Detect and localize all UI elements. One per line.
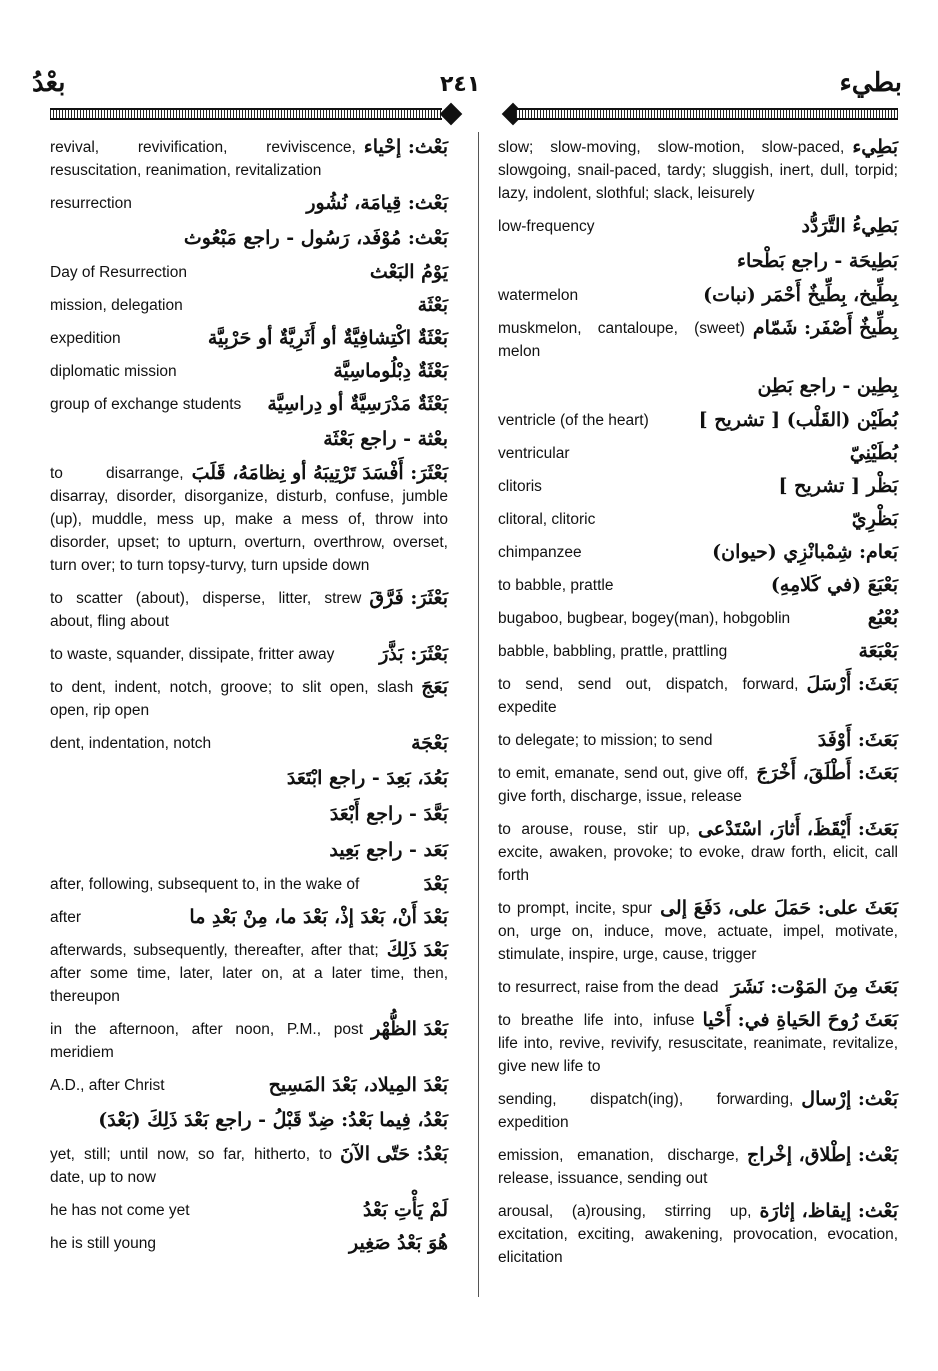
arabic-headword: يَوْمُ البَعْث [369,261,448,283]
arabic-cross-reference: بَعَّدَ - راجع أَبْعَدَ [329,803,448,825]
dictionary-entry [50,1074,448,1097]
page-number: ٢٤١ [440,72,481,97]
english-definition: to dent, indent, notch, groove; to slit open, slash open, rip open [50,679,414,719]
arabic-headword: بَعَثَ: أَطْلَقَ، أَخْرَجَ [756,762,898,784]
arabic-headword: بَعْثَرَ: أَفْسَدَ تَرْتِيبَهُ أو نِظامَهُ، قَلَبَ [191,462,448,484]
english-definition: clitoris [498,478,542,495]
english-definition: to waste, squander, dissipate, fritter away [50,646,335,663]
arabic-headword: بِطِّيخٌ أَصْفَر: شَمّام [752,317,898,339]
arabic-cross-reference: بَعَد - راجع بَعِيد [329,839,448,861]
arabic-cross-reference: بَعْدُ، فِيما بَعْدُ: ضِدّ قَبْلُ - راجع بَعْدَ ذَلِكَ (بَعْدَ) [98,1109,448,1131]
english-definition: ventricular [498,445,570,462]
dictionary-entry [498,640,898,663]
arabic-cross-reference: بَطِيحَة - راجع بَطْحاء [737,250,898,272]
dictionary-entry [50,192,448,215]
arabic-headword: بَعْثَةٌ دِبْلُوماسِيَّة [333,360,448,382]
dictionary-entry [498,729,898,752]
english-definition: chimpanzee [498,544,582,561]
dictionary-entry [498,1200,898,1269]
arabic-cross-reference: بَعْث: مُوْفَد، رَسُول - راجع مَبْعُوث [183,227,448,249]
arabic-headword: بَعَثَ: أَرْسَلَ [806,673,898,695]
english-definition: yet, still; until now, so far, hitherto, to date, up to now [50,1146,332,1186]
arabic-headword: بُطَيْن (القَلْب) [ تشريح ] [698,409,898,431]
arabic-headword: بَعَثَ: أَيْقَظَ، أَثارَ، اسْتَدْعى [697,818,898,840]
dictionary-entry [50,393,448,416]
english-definition: watermelon [498,287,579,304]
english-definition: to emit, emanate, send out, give off, give forth, discharge, issue, release [498,765,749,805]
dictionary-entry [498,475,898,498]
arabic-headword: بَعْث: إرْسال [801,1088,898,1110]
dictionary-entry [50,360,448,383]
english-definition: mission, delegation [50,297,183,314]
arabic-headword: بَعْجَة [411,732,448,754]
arabic-headword: بَعَجَ [421,676,448,698]
arabic-headword: بَعْثَة [417,294,448,316]
dictionary-entry [50,676,448,722]
arabic-headword: بِطِّيخ، بِطِّيخٌ أَحْمَر (نبات) [703,284,898,306]
arabic-headword: بَعَثَ رُوحَ الحَياةِ في: أَحْيا [702,1009,898,1031]
dictionary-entry [498,1009,898,1078]
dictionary-entry [498,976,898,999]
column-divider [478,132,479,1297]
english-definition: he is still young [50,1235,156,1252]
arabic-headword: بَعْثَرَ: بَذَّرَ [379,643,448,665]
dictionary-entry [50,294,448,317]
dictionary-entry [50,873,448,896]
english-definition: to breathe life into, infuse life into, revive, revivify, resuscitate, reanimate, revitalize, give new life to [498,1012,898,1075]
dictionary-entry [498,136,898,205]
english-definition: emission, emanation, discharge, release, issuance, sending out [498,1147,739,1187]
arabic-headword: بَظْر [ تشريح ] [778,475,898,497]
english-definition: revival, revivification, reviviscence, resuscitation, reanimation, revitalization [50,139,356,179]
arabic-headword: بَطِيء [852,136,898,158]
dictionary-entry [498,317,898,363]
dictionary-entry [50,261,448,284]
dictionary-entry [50,587,448,633]
dictionary-entry [498,215,898,238]
english-definition: diplomatic mission [50,363,177,380]
dictionary-entry [50,1018,448,1064]
arabic-headword: بَعْدَ المِيلاد، بَعْدَ المَسِيح [268,1074,448,1096]
dictionary-entry [498,1088,898,1134]
dictionary-entry [50,906,448,929]
arabic-headword: بَعْث: إحْياء [363,136,448,158]
dictionary-entry [50,1199,448,1222]
english-definition: to scatter (about), disperse, litter, strew about, fling about [50,590,362,630]
arabic-headword: بَعْثَةٌ اكْتِشافِيَّةٌ أو أَثَرِيَّةٌ أو حَرْبِيَّة [207,327,448,349]
dictionary-entry [498,897,898,966]
english-definition: expedition [50,330,121,347]
english-definition: bugaboo, bugbear, bogey(man), hobgoblin [498,610,791,627]
diamond-ornament-left [440,103,463,126]
arabic-headword: بَعْدَ الظُّهْر [371,1018,448,1040]
left-column [50,136,448,1265]
english-definition: group of exchange students [50,396,242,413]
arabic-headword: بَعْث: قِيامَة، نُشُور [306,192,448,214]
english-definition: to prompt, incite, spur on, urge on, induce, move, actuate, impel, motivate, stimulate, inspire, urge, cause, trigger [498,900,898,963]
arabic-headword: هُوَ بَعْدُ صَغِير [348,1232,448,1254]
arabic-cross-reference: بعْثة - راجع بَعْثَة [323,428,448,450]
left-guide-word: بعْدُ [32,68,66,98]
english-definition: clitoral, clitoric [498,511,596,528]
arabic-headword: بَطِيءُ التَّرَدُّد [801,215,898,237]
dictionary-entry [50,643,448,666]
english-definition: he has not come yet [50,1202,190,1219]
english-definition: babble, babbling, prattle, prattling [498,643,728,660]
dictionary-entry [498,607,898,630]
dictionary-entry [50,939,448,1008]
dictionary-entry [498,762,898,808]
dictionary-entry [50,732,448,755]
dictionary-entry [498,1144,898,1190]
arabic-headword: بَعْثَةٌ مَدْرَسِيَّةٌ أو دِراسِيَّة [267,393,448,415]
arabic-headword: بَعْدَ ذَلِكَ [386,939,448,961]
arabic-headword: بَظْرِيّ [851,508,898,530]
english-definition: to send, send out, dispatch, forward, expedite [498,676,799,716]
header-rule-left [50,108,442,120]
arabic-headword: بَعام: شِمْبانْزِي (حيوان) [712,541,898,563]
english-definition: to disarrange, disarray, disorder, disorganize, disturb, confuse, jumble (up), muddle, mess up, make a mess of, throw into disorder, upset; to upturn, overturn, overthrow, overset, turn over; to turn topsy-turvy, turn upside down [50,465,448,574]
right-column [498,136,898,1279]
arabic-headword: بَعْث: إطْلاق، إخْراج [746,1144,898,1166]
dictionary-entry [498,284,898,307]
arabic-headword: بَعْدَ [423,873,448,895]
english-definition: A.D., after Christ [50,1077,165,1094]
arabic-headword: بَعْثَرَ: فَرَّقَ [369,587,448,609]
english-definition: after, following, subsequent to, in the wake of [50,876,360,893]
english-definition: low-frequency [498,218,595,235]
arabic-headword: بَعْث: إيقاظ، إثارَة [759,1200,898,1222]
english-definition: to resurrect, raise from the dead [498,979,719,996]
english-definition: resurrection [50,195,132,212]
dictionary-entry [498,508,898,531]
arabic-cross-reference: بِطِين - راجع بَطِن [757,375,898,397]
dictionary-entry [50,1143,448,1189]
english-definition: ventricle (of the heart) [498,412,649,429]
arabic-headword: بُطَيْنِيّ [849,442,898,464]
arabic-headword: بَعَثَ: أَوْفَدَ [817,729,898,751]
arabic-headword: بَعْدَ أَنْ، بَعْدَ إذْ، بَعْدَ ما، مِنْ بَعْدِ ما [189,906,448,928]
header-rule-right [516,108,898,120]
english-definition: slow; slow-moving, slow-motion, slow-paced, slowgoing, snail-paced, tardy; sluggish, inert, dull, torpid; lazy, indolent, slothful; slack, leisurely [498,139,898,202]
arabic-headword: بَعْبَعَة [858,640,898,662]
dictionary-entry [50,327,448,350]
english-definition: afterwards, subsequently, thereafter, after that; after some time, later, later on, at a later time, then, thereupon [50,942,448,1005]
dictionary-entry [498,673,898,719]
arabic-headword: بُعْبُع [867,607,898,629]
arabic-headword: بَعْدُ: حَتّى الآنَ [339,1143,448,1165]
dictionary-entry [498,409,898,432]
english-definition: dent, indentation, notch [50,735,212,752]
arabic-cross-reference: بَعُدَ، بَعِدَ - راجع ابْتَعَدَ [286,767,448,789]
dictionary-entry [498,574,898,597]
dictionary-entry [50,136,448,182]
english-definition: muskmelon, cantaloupe, (sweet) melon [498,320,745,360]
english-definition: in the afternoon, after noon, P.M., post meridiem [50,1021,364,1061]
dictionary-entry [498,541,898,564]
dictionary-entry [50,1232,448,1255]
english-definition: to delegate; to mission; to send [498,732,713,749]
dictionary-entry [498,818,898,887]
arabic-headword: بَعَثَ على: حَمَلَ على، دَفَعَ إلى [660,897,898,919]
arabic-headword: بَعْبَعَ (في كَلامِهِ) [770,574,898,596]
english-definition: sending, dispatch(ing), forwarding, expedition [498,1091,794,1131]
english-definition: Day of Resurrection [50,264,187,281]
page-header [0,0,938,125]
english-definition: to babble, prattle [498,577,614,594]
arabic-headword: بَعَثَ مِنَ المَوْت: نَشَرَ [730,976,898,998]
dictionary-entry [498,442,898,465]
english-definition: to arouse, rouse, stir up, excite, awaken, provoke; to evoke, draw forth, elicit, call forth [498,821,898,884]
dictionary-entry [50,462,448,577]
arabic-headword: لَمْ يَأْتِ بَعْدُ [362,1199,448,1221]
english-definition: arousal, (a)rousing, stirring up, excitation, exciting, awakening, provocation, evocation, elicitation [498,1203,898,1266]
right-guide-word: بطيء [839,68,902,98]
english-definition: after [50,909,82,926]
